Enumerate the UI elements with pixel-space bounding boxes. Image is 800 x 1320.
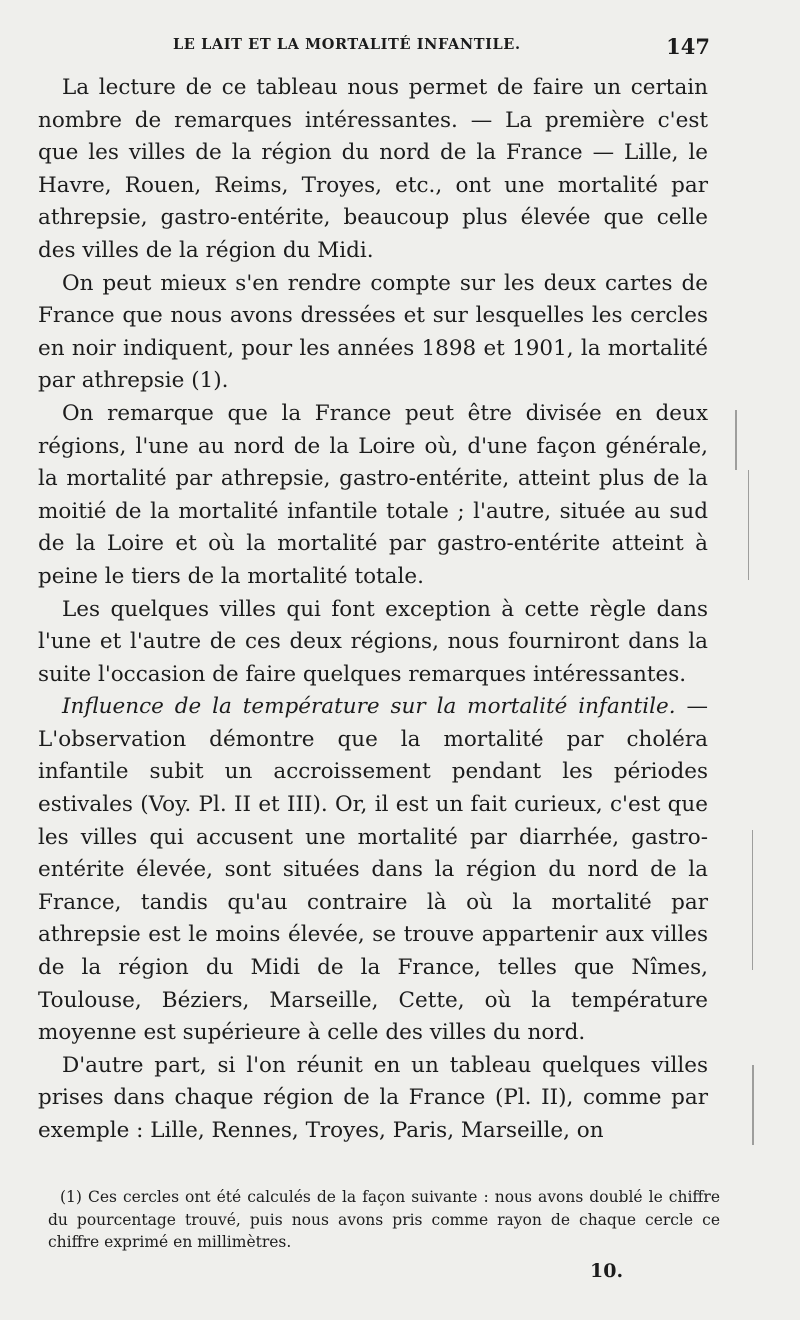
margin-scan-mark-4 [752,1065,754,1145]
paragraph-1: La lecture de ce tableau nous permet de faire un certain nombre de remarques intéressantes. — La première c'est que les villes de la région du nord de la France — Lille, le Havre, Rouen, Reims, Troyes, etc., ont une mortalité par athrepsie, gastro-entérite, beaucoup plus élevée que celle des villes de la région du Midi. [38,75,708,263]
body-text [38,72,708,1148]
footnote-text: (1) Ces cercles ont été calculés de la façon suivante : nous avons doublé le chiffre du pourcentage trouvé, puis nous avons pris comme rayon de chaque cercle ce chiffre exprimé en millimètres. [48,1188,720,1251]
margin-scan-mark-1 [735,410,737,470]
page-header [38,34,710,58]
section-heading: Influence de la température sur la mortalité infantile. [62,694,676,720]
page-number: 147 [666,34,710,59]
margin-scan-mark-3 [752,830,753,970]
paragraph-last: D'autre part, si l'on réunit en un tableau quelques villes prises dans chaque région de la France (Pl. II), comme par exemple : Lille, Rennes, Troyes, Paris, Marseille, on [38,1052,708,1143]
paragraph-4: Les quelques villes qui font exception à cette règle dans l'une et l'autre de ces deux régions, nous fourniront dans la suite l'occasion de faire quelques remarques intéressantes. [38,596,708,687]
running-title: LE LAIT ET LA MORTALITÉ INFANTILE. [173,36,521,53]
section-paragraph [38,691,708,1050]
margin-scan-mark-2 [748,470,749,580]
section-text: — L'observation démontre que la mortalité par choléra infantile subit un accroissement pendant les périodes estivales (Voy. Pl. II et III). Or, il est un fait curieux, c'est que les villes qui accusent une mortalité par diarrhée, gastro-entérite élevée, sont situées dans la région du nord de la France, tandis qu'au contraire là où la mortalité par athrepsie est le moins élevée, se trouve appartenir aux villes de la région du Midi de la France, telles que Nîmes, Toulouse, Béziers, Marseille, Cette, où la température moyenne est supérieure à celle des villes du nord. [38,694,708,1046]
paragraph-2: On peut mieux s'en rendre compte sur les deux cartes de France que nous avons dressées et sur lesquelles les cercles en noir indiquent, pour les années 1898 et 1901, la mortalité par athrepsie (1). [38,270,708,394]
footnote [48,1186,720,1254]
signature-mark: 10. [590,1260,624,1282]
paragraph-3: On remarque que la France peut être divisée en deux régions, l'une au nord de la Loire où, d'une façon générale, la mortalité par athrepsie, gastro-entérite, atteint plus de la moitié de la mortalité infantile totale ; l'autre, située au sud de la Loire et où la mortalité par gastro-entérite atteint à peine le tiers de la mortalité totale. [38,400,708,589]
